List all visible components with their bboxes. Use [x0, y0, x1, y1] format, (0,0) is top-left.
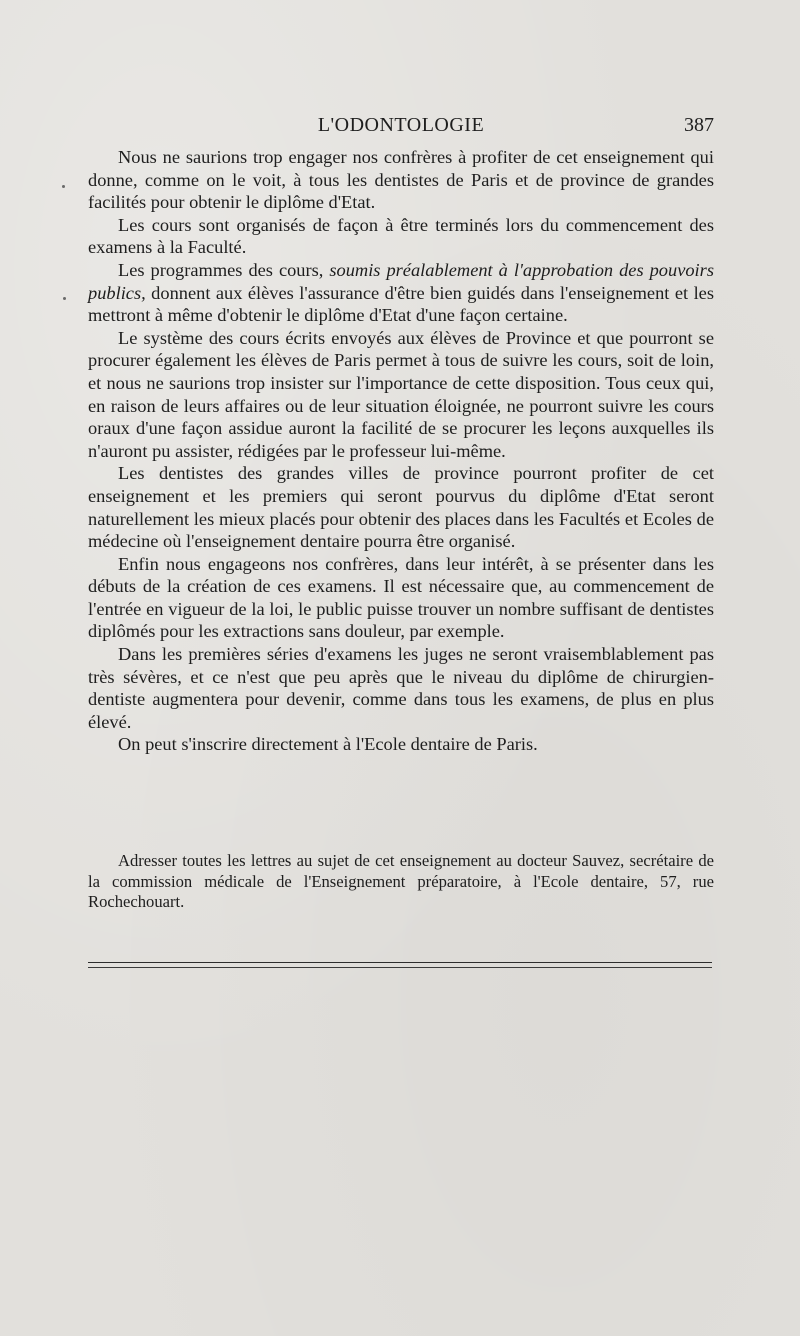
- running-head: [88, 106, 714, 146]
- double-rule-top: [88, 962, 712, 963]
- paragraph: Les cours sont organisés de façon à être terminés lors du commencement des examens à la Faculté.: [88, 214, 714, 258]
- address-note: [88, 851, 714, 913]
- paragraph: Dans les premières séries d'examens les juges ne seront vraisemblablement pas très sévères, et ce n'est que peu après que le niveau du diplôme de chirurgien-dentiste augmentera pour devenir, comme dans tous les examens, de plus en plus élevé.: [88, 644, 714, 732]
- paragraph: On peut s'inscrire directement à l'Ecole dentaire de Paris.: [118, 734, 538, 755]
- closing-rule: [88, 962, 712, 972]
- double-rule-bottom: [88, 967, 712, 968]
- paragraph-text: donnent aux élèves l'assurance d'être bien guidés dans l'enseignement et les mettront à même d'obtenir le diplôme d'Etat d'une façon certaine.: [88, 282, 714, 326]
- paragraph: Les dentistes des grandes villes de province pourront profiter de cet enseignement et les premiers qui seront pourvus du diplôme d'Etat seront naturellement les mieux placés pour obtenir des places dans les Facultés et Ecoles de médecine où l'enseignement dentaire pourra être organisé.: [88, 463, 714, 552]
- running-title: L'ODONTOLOGIE: [317, 114, 485, 136]
- paragraph-text: Les programmes des cours,: [118, 259, 330, 280]
- body-text: [88, 146, 714, 756]
- margin-speck: [63, 297, 66, 300]
- paragraph: Nous ne saurions trop engager nos confrères à profiter de cet enseignement qui donne, comme on le voit, à tous les dentistes de Paris et de province de grandes facilités pour obtenir le diplôme d'Etat.: [88, 147, 714, 213]
- margin-speck: [62, 185, 65, 188]
- paragraph-italic-text: soumis préalablement à l'approbation des pouvoirs publics,: [88, 259, 714, 303]
- note-text: Adresser toutes les lettres au sujet de cet enseignement au docteur Sauvez, secrétaire de la commission médicale de l'Enseignement préparatoire, à l'Ecole dentaire, 57, rue Rochechouart.: [88, 851, 714, 911]
- paragraph: Le système des cours écrits envoyés aux élèves de Province et que pourront se procurer également les élèves de Paris permet à tous de suivre les cours, soit de loin, et nous ne saurions trop insister sur l'importance de cette disposition. Tous ceux qui, en raison de leurs affaires ou de leur situation éloignée, ne pourront suivre les cours oraux d'une façon assidue auront la facilité de se procurer les leçons auxquelles ils n'auront pu assister, rédigées par le professeur lui-même.: [88, 327, 714, 461]
- paragraph: Enfin nous engageons nos confrères, dans leur intérêt, à se présenter dans les débuts de la création de ces examens. Il est nécessaire que, au commencement de l'entrée en vigueur de la loi, le public puisse trouver un nombre suffisant de dentistes diplômés pour les extractions sans douleur, par exemple.: [88, 553, 714, 642]
- page-number: 387: [684, 114, 714, 136]
- paragraph: [88, 259, 714, 327]
